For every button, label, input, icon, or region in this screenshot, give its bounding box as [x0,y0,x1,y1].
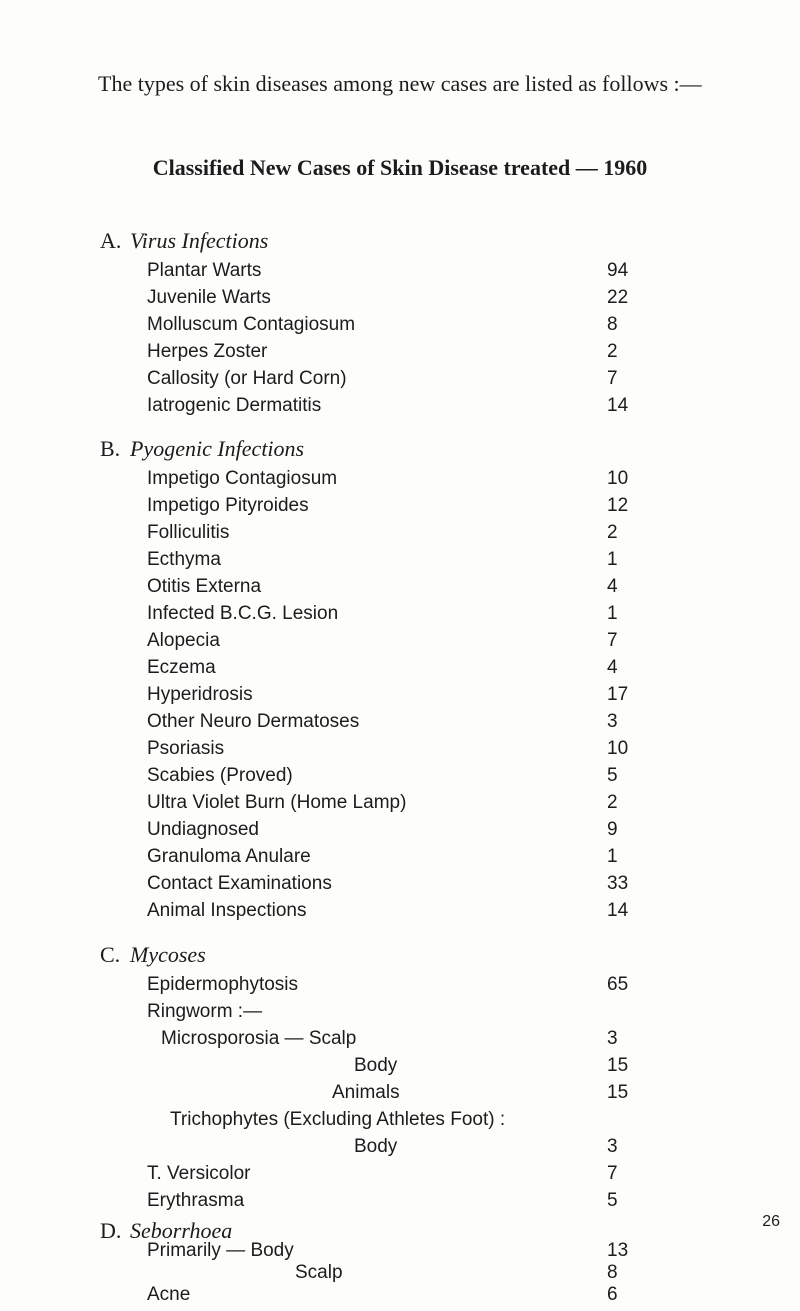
intro-text: The types of skin diseases among new cases are listed as follows :— [98,71,702,96]
section-b-heading [100,436,304,462]
table-row: Animal Inspections 14 [147,900,629,921]
table-row: Impetigo Contagiosum 10 [147,468,629,489]
table-row: Ecthyma 1 [147,549,618,570]
section-a-heading [100,228,268,254]
table-row: Epidermophytosis 65 [147,974,629,995]
section-letter: D. [100,1218,122,1243]
page-title: Classified New Cases of Skin Disease treated — 1960 [152,155,648,180]
table-row: Otitis Externa 4 [147,576,618,597]
table-row: Ringworm :— [147,1001,263,1022]
table-row: Molluscum Contagiosum 8 [147,314,618,335]
section-letter: A. [100,228,122,253]
page-number: 26 [762,1213,780,1230]
section-letter: B. [100,436,121,461]
section-c-heading [100,942,206,968]
table-row: Contact Examinations 33 [147,873,629,894]
table-row: Ultra Violet Burn (Home Lamp) 2 [147,792,618,813]
table-row: Microsporosia — Scalp 3 [161,1028,618,1049]
table-row: Acne 6 [147,1284,618,1305]
table-row: Undiagnosed 9 [147,819,618,840]
table-row: Folliculitis 2 [147,522,618,543]
table-row: Juvenile Warts 22 [147,287,629,308]
table-row: Granuloma Anulare 1 [147,846,618,867]
section-name: Seborrhoea [130,1218,233,1243]
section-letter: C. [100,942,121,967]
table-row: Plantar Warts 94 [147,260,629,281]
table-row: Impetigo Pityroides 12 [147,495,629,516]
table-row: Herpes Zoster 2 [147,341,618,362]
table-row: Scabies (Proved) 5 [147,765,618,786]
section-name: Virus Infections [130,228,269,253]
table-row: Scalp 8 [295,1262,618,1283]
table-row: Alopecia 7 [147,630,618,651]
section-name: Mycoses [130,942,206,967]
table-row: Animals 15 [332,1082,629,1103]
table-row: Eczema 4 [147,657,618,678]
table-row: Primarily — Body 13 [147,1240,629,1261]
table-row: Iatrogenic Dermatitis 14 [147,395,629,416]
table-row: Trichophytes (Excluding Athletes Foot) : [170,1109,506,1130]
table-row: T. Versicolor 7 [147,1163,618,1184]
table-row: Body 3 [354,1136,618,1157]
table-row: Psoriasis 10 [147,738,629,759]
table-row: Body 15 [354,1055,629,1076]
section-name: Pyogenic Infections [130,436,305,461]
table-row: Callosity (or Hard Corn) 7 [147,368,618,389]
table-row: Erythrasma 5 [147,1190,618,1211]
table-row: Other Neuro Dermatoses 3 [147,711,618,732]
table-row: Hyperidrosis 17 [147,684,629,705]
table-row: Infected B.C.G. Lesion 1 [147,603,618,624]
